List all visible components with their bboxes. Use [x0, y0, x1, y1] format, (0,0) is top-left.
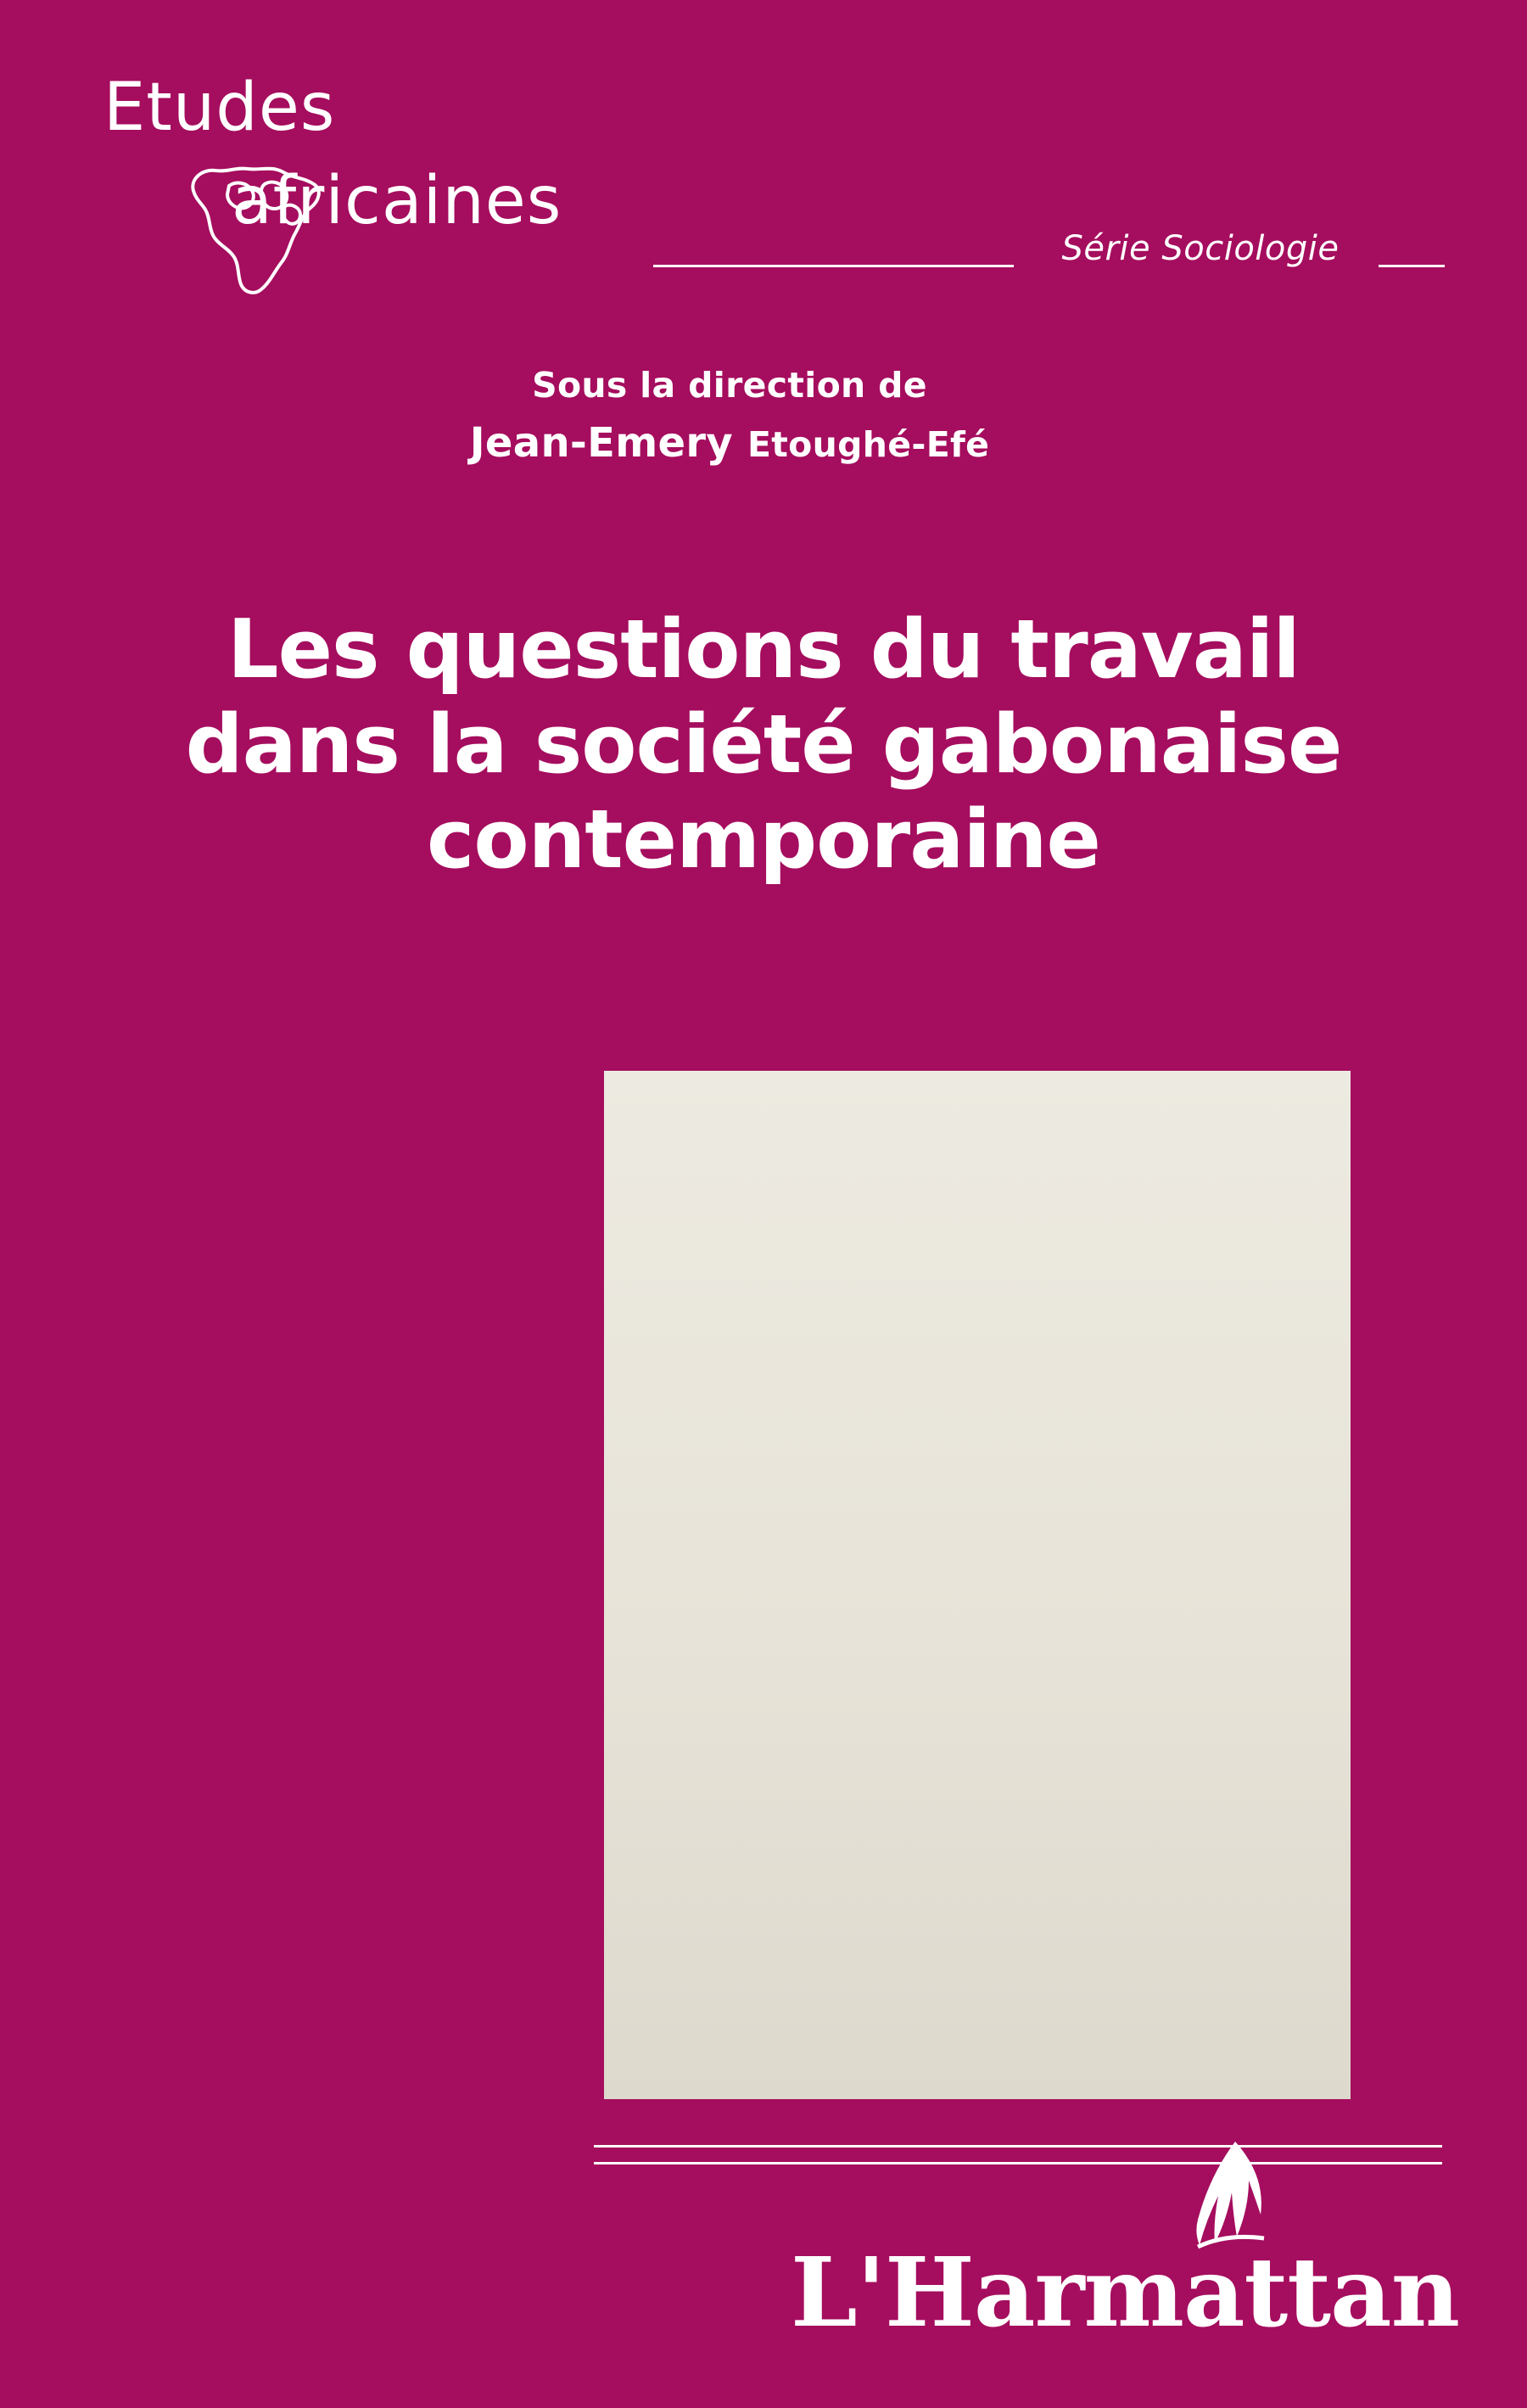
series-rule-left: [653, 265, 1014, 267]
collection-title-line2: africaines: [232, 163, 562, 239]
editor-lastname: Etoughé-Efé: [747, 424, 990, 465]
publisher-logo: [791, 2136, 1459, 2357]
credits-block: [0, 365, 1527, 467]
title-line-2: dans la société gabonaise: [185, 698, 1342, 792]
direction-label: Sous la direction de: [532, 365, 927, 406]
cover-illustration: [604, 1071, 1351, 2099]
title-line-1: Les questions du travail: [227, 603, 1300, 697]
collection-header: [92, 66, 685, 287]
page-title: [102, 602, 1425, 888]
series-label: Série Sociologie: [1061, 229, 1340, 268]
illustration-background: [604, 1071, 1351, 2099]
title-line-3: contemporaine: [427, 793, 1100, 888]
series-rule-right: [1379, 265, 1445, 267]
publisher-name: L'Harmattan: [791, 2237, 1459, 2349]
editor-firstname: Jean-Emery: [469, 419, 747, 467]
collection-title-line1: Etudes: [103, 70, 336, 146]
editor-name: [0, 419, 1459, 467]
